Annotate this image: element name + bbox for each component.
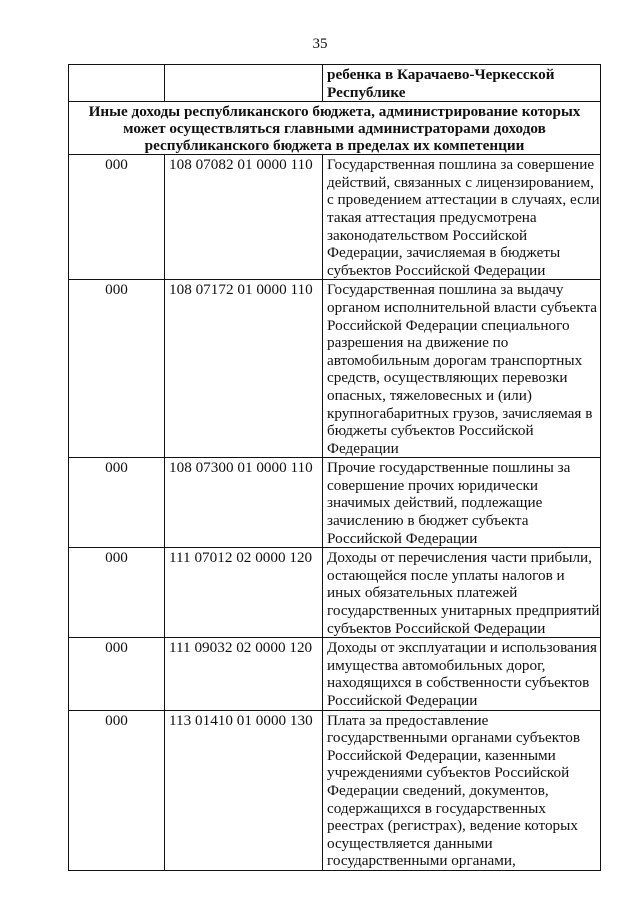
description-line: находящихся в собственности субъектов bbox=[327, 674, 590, 692]
description-line: реестрах (регистрах), ведение которых bbox=[327, 817, 578, 835]
description-line: Федерации, зачисляемая в бюджеты bbox=[327, 244, 561, 262]
section-header-line: Иные доходы республиканского бюджета, администрирование которых bbox=[88, 103, 581, 121]
description-line: совершение прочих юридически bbox=[327, 476, 538, 494]
table-row bbox=[69, 638, 601, 710]
section-header-line: может осуществляться главными администраторами доходов bbox=[123, 120, 546, 138]
section-header-row bbox=[69, 102, 601, 155]
description-line: Республике bbox=[327, 83, 406, 101]
description-line: Государственная пошлина за совершение bbox=[327, 156, 595, 174]
table-row bbox=[69, 710, 601, 870]
description-line: Прочие государственные пошлины за bbox=[327, 459, 571, 477]
description-cell bbox=[323, 638, 601, 710]
description-line: действий, связанных с лицензированием, bbox=[327, 173, 594, 191]
description-line: Доходы от перечисления части прибыли, bbox=[327, 549, 592, 567]
description-line: учреждениями субъектов Российской bbox=[327, 764, 570, 782]
description-line: средств, осуществляющих перевозки bbox=[327, 369, 568, 387]
description-cell bbox=[323, 548, 601, 638]
section-header bbox=[69, 102, 601, 155]
description-line: бюджеты субъектов Российской bbox=[327, 422, 534, 440]
table-row bbox=[69, 458, 601, 548]
admin-code-cell: 000 bbox=[69, 280, 165, 458]
description-line: зачислению в бюджет субъекта bbox=[327, 512, 529, 530]
description-line: с проведением аттестации в случаях, если bbox=[327, 191, 600, 209]
revenue-code-cell: 111 07012 02 0000 120 bbox=[165, 548, 323, 638]
revenue-code-cell: 113 01410 01 0000 130 bbox=[165, 710, 323, 870]
description-line: содержащихся в государственных bbox=[327, 799, 546, 817]
section-header-line: республиканского бюджета в пределах их компетенции bbox=[144, 137, 525, 155]
table-row bbox=[69, 548, 601, 638]
description-line: такая аттестация предусмотрена bbox=[327, 208, 537, 226]
description-line: Государственная пошлина за выдачу bbox=[327, 281, 564, 299]
description-line: государственными органами, bbox=[327, 852, 516, 870]
admin-code-cell: 000 bbox=[69, 548, 165, 638]
page-number: 35 bbox=[312, 36, 328, 52]
description-line: остающейся после уплаты налогов и bbox=[327, 566, 565, 584]
description-cell bbox=[323, 710, 601, 870]
description-cell bbox=[323, 155, 601, 280]
revenue-code-cell: 108 07082 01 0000 110 bbox=[165, 155, 323, 280]
description-line: Российской Федерации bbox=[327, 692, 478, 709]
revenue-table-body bbox=[69, 65, 601, 871]
description-cell bbox=[323, 65, 601, 102]
revenue-table bbox=[68, 64, 601, 871]
description-line: осуществляется данными bbox=[327, 834, 493, 852]
description-line: значимых действий, подлежащие bbox=[327, 494, 543, 512]
description-line: субъектов Российской Федерации bbox=[327, 619, 546, 637]
revenue-code-cell: 111 09032 02 0000 120 bbox=[165, 638, 323, 710]
admin-code-cell: 000 bbox=[69, 155, 165, 280]
continuation-row bbox=[69, 65, 601, 102]
description-line: разрешения на движение по bbox=[327, 334, 509, 352]
description-line: Федерации bbox=[327, 439, 399, 457]
description-line: государственных унитарных предприятий bbox=[327, 602, 600, 620]
table-row bbox=[69, 155, 601, 280]
description-line: Плата за предоставление bbox=[327, 711, 489, 729]
revenue-code-cell: 108 07172 01 0000 110 bbox=[165, 280, 323, 458]
description-line: крупногабаритных грузов, зачисляемая в bbox=[327, 404, 593, 422]
description-line: органом исполнительной власти субъекта bbox=[327, 298, 597, 316]
description-line: Российской Федерации bbox=[327, 529, 478, 547]
description-line: ребенка в Карачаево-Черкесской bbox=[327, 66, 555, 83]
description-line: государственными органами субъектов bbox=[327, 729, 581, 747]
table-row bbox=[69, 280, 601, 458]
description-line: субъектов Российской Федерации bbox=[327, 261, 546, 279]
description-line: Федерации сведений, документов, bbox=[327, 781, 549, 799]
admin-code-cell: 000 bbox=[69, 638, 165, 710]
revenue-code-cell bbox=[165, 65, 323, 102]
description-line: имущества автомобильных дорог, bbox=[327, 656, 546, 674]
description-line: автомобильным дорогам транспортных bbox=[327, 351, 583, 369]
description-line: опасных, тяжеловесных и (или) bbox=[327, 386, 532, 404]
description-line: Российской Федерации специального bbox=[327, 316, 570, 334]
admin-code-cell: 000 bbox=[69, 710, 165, 870]
description-line: Российской Федерации, казенными bbox=[327, 746, 556, 764]
description-line: Доходы от эксплуатации и использования bbox=[327, 639, 598, 657]
admin-code-cell: 000 bbox=[69, 458, 165, 548]
description-cell bbox=[323, 458, 601, 548]
admin-code-cell bbox=[69, 65, 165, 102]
description-line: иных обязательных платежей bbox=[327, 584, 518, 602]
revenue-code-cell: 108 07300 01 0000 110 bbox=[165, 458, 323, 548]
description-line: законодательством Российской bbox=[327, 226, 528, 244]
description-cell bbox=[323, 280, 601, 458]
